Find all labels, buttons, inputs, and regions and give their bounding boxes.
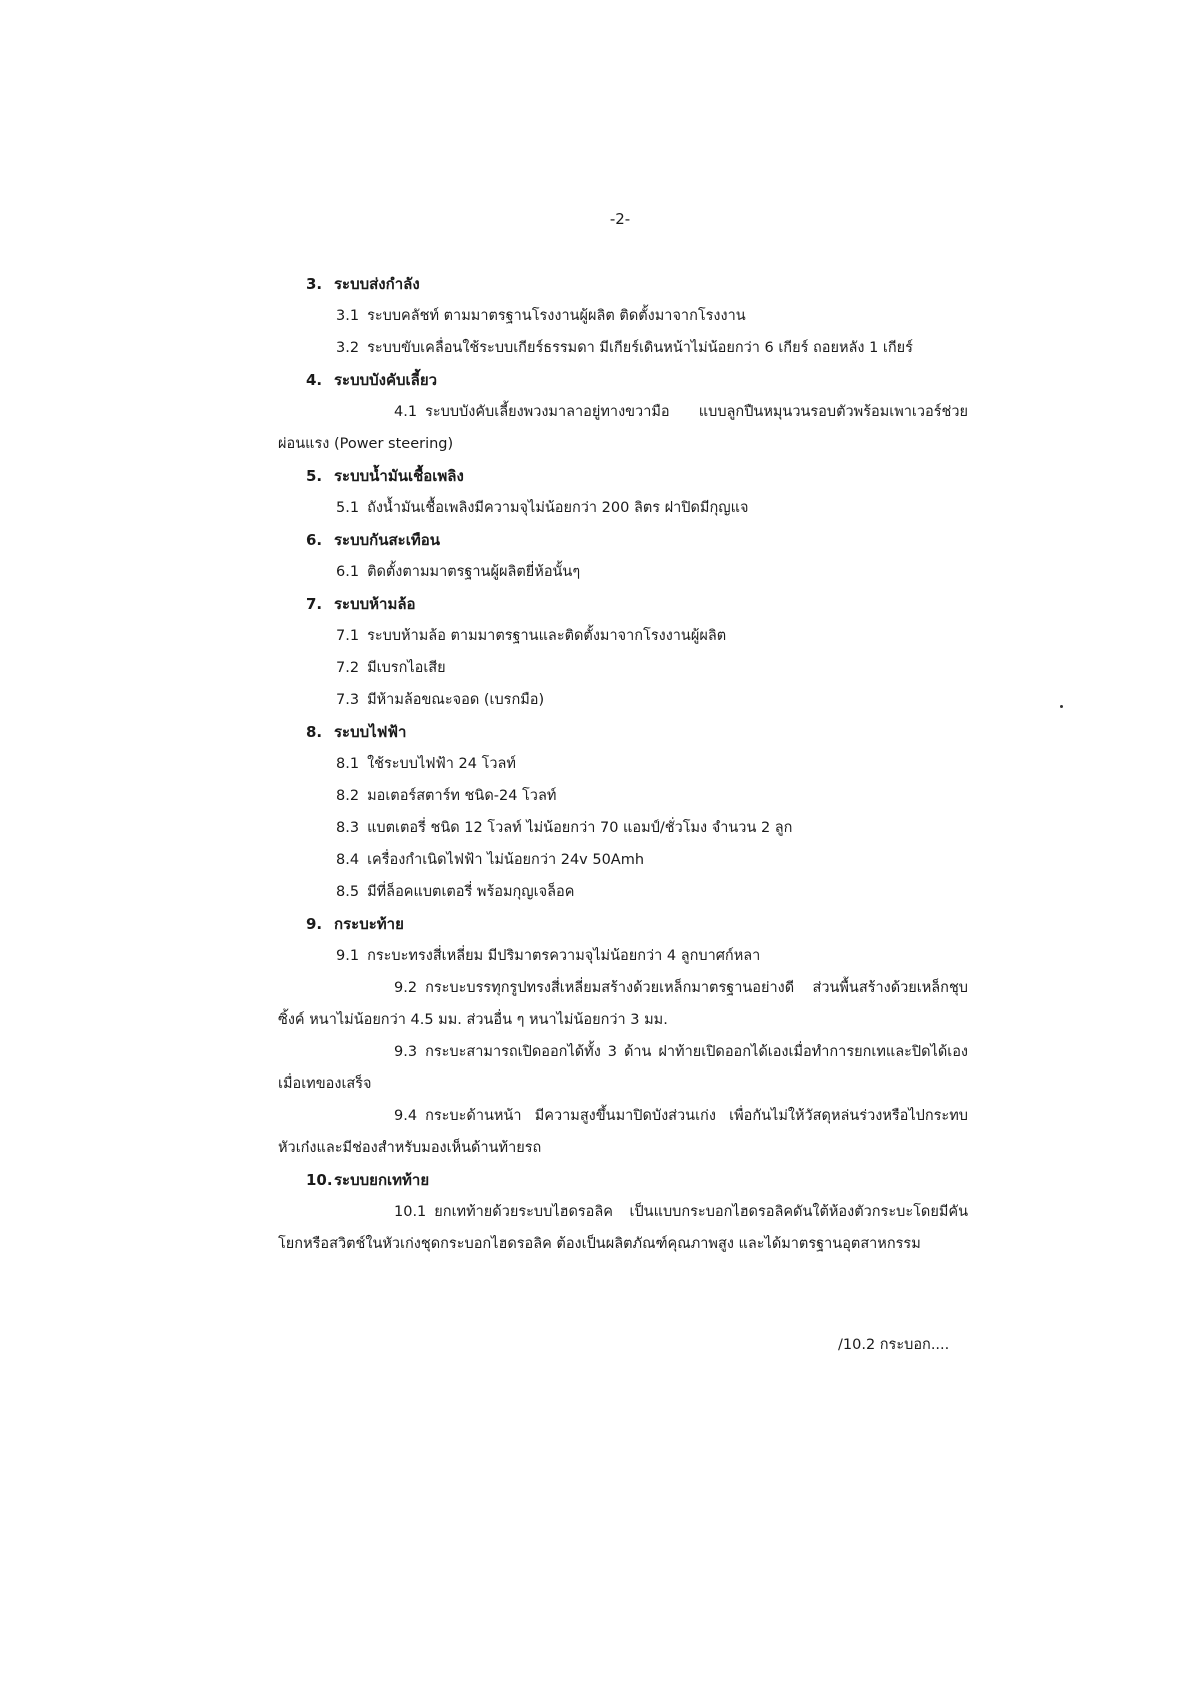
item-text: มีที่ล็อคแบตเตอรี่ พร้อมกุญเจล็อค	[367, 884, 575, 900]
list-item	[278, 652, 968, 684]
continuation-note: /10.2 กระบอก....	[838, 1337, 950, 1353]
item-text: ยกเทท้ายด้วยระบบไฮดรอลิค เป็นแบบกระบอกไฮดรอลิคดันใต้ห้องตัวกระบะโดยมีคันโยกหรือสวิตช์ในหัวเก่งชุดกระบอกไฮดรอลิค ต้องเป็นผลิตภัณฑ์คุณภาพสูง และได้มาตรฐานอุตสาหกรรม	[278, 1204, 968, 1252]
list-item	[278, 812, 968, 844]
item-text: มีห้ามล้อขณะจอด (เบรกมือ)	[367, 692, 545, 708]
item-text: กระบะทรงสี่เหลี่ยม มีปริมาตรความจุไม่น้อยกว่า 4 ลูกบาศก์หลา	[367, 948, 761, 964]
section-3	[278, 268, 968, 364]
list-item	[278, 492, 968, 524]
section-heading	[278, 460, 968, 492]
section-8	[278, 716, 968, 908]
item-text: ระบบขับเคลื่อนใช้ระบบเกียร์ธรรมดา มีเกียร์เดินหน้าไม่น้อยกว่า 6 เกียร์ ถอยหลัง 1 เกียร์	[367, 340, 913, 356]
section-title: ระบบส่งกำลัง	[334, 275, 420, 293]
item-number: 9.1	[336, 948, 360, 964]
section-number: 4.	[306, 371, 323, 389]
section-heading	[278, 908, 968, 940]
section-title: ระบบกันสะเทือน	[334, 531, 440, 549]
list-item	[278, 1196, 968, 1260]
item-text: ใช้ระบบไฟฟ้า 24 โวลท์	[367, 756, 516, 772]
section-title: ระบบบังคับเลี้ยว	[334, 371, 438, 389]
section-heading	[278, 268, 968, 300]
item-text: กระบะด้านหน้า มีความสูงขึ้นมาปิดบังส่วนเก่ง เพื่อกันไม่ให้วัสดุหล่นร่วงหรือไปกระทบหัวเก๋งและมีช่องสำหรับมองเห็นด้านท้ายรถ	[278, 1108, 968, 1156]
section-number: 8.	[306, 723, 323, 741]
section-number: 3.	[306, 275, 323, 293]
item-number: 7.3	[336, 692, 360, 708]
section-heading	[278, 1164, 968, 1196]
section-4	[278, 364, 968, 460]
item-number: 8.1	[336, 756, 360, 772]
list-item	[278, 876, 968, 908]
item-text: ถังน้ำมันเชื้อเพลิงมีความจุไม่น้อยกว่า 200 ลิตร ฝาปิดมีกุญแจ	[367, 500, 749, 516]
document-body	[278, 268, 968, 1260]
list-item	[278, 620, 968, 652]
item-number: 6.1	[336, 564, 360, 580]
item-number: 8.5	[336, 884, 360, 900]
section-title: กระบะท้าย	[334, 915, 404, 933]
item-number: 8.4	[336, 852, 360, 868]
item-number: 9.4	[394, 1108, 418, 1124]
section-number: 5.	[306, 467, 323, 485]
section-title: ระบบห้ามล้อ	[334, 595, 416, 613]
section-heading	[278, 716, 968, 748]
list-item	[278, 844, 968, 876]
list-item	[278, 300, 968, 332]
list-item	[278, 396, 968, 460]
section-number: 9.	[306, 915, 323, 933]
section-10	[278, 1164, 968, 1260]
section-7	[278, 588, 968, 716]
section-5	[278, 460, 968, 524]
section-heading	[278, 364, 968, 396]
section-heading	[278, 524, 968, 556]
item-number: 9.2	[394, 980, 418, 996]
item-text: มอเตอร์สตาร์ท ชนิด-24 โวลท์	[367, 788, 557, 804]
item-text: ระบบห้ามล้อ ตามมาตรฐานและติดตั้งมาจากโรงงานผู้ผลิต	[367, 628, 727, 644]
page-number: -2-	[609, 210, 631, 228]
list-item	[278, 940, 968, 972]
list-item	[278, 780, 968, 812]
item-text: แบตเตอรี่ ชนิด 12 โวลท์ ไม่น้อยกว่า 70 แอมป์/ชั่วโมง จำนวน 2 ลูก	[367, 820, 793, 836]
section-number: 7.	[306, 595, 323, 613]
list-item	[278, 748, 968, 780]
section-number: 10.	[306, 1171, 333, 1189]
section-number: 6.	[306, 531, 323, 549]
item-number: 3.1	[336, 308, 360, 324]
item-text: ติดตั้งตามมาตรฐานผู้ผลิตยี่ห้อนั้นๆ	[367, 564, 581, 580]
list-item	[278, 332, 968, 364]
list-item	[278, 684, 968, 716]
item-text: กระบะบรรทุกรูปทรงสี่เหลี่ยมสร้างด้วยเหล็กมาตรฐานอย่างดี ส่วนพื้นสร้างด้วยเหล็กชุบซิ้งค์ หนาไม่น้อยกว่า 4.5 มม. ส่วนอื่น ๆ หนาไม่น้อยกว่า 3 มม.	[278, 980, 968, 1028]
scan-speck	[1060, 705, 1063, 708]
item-text: เครื่องกำเนิดไฟฟ้า ไม่น้อยกว่า 24v 50Amh	[367, 852, 645, 868]
item-number: 8.2	[336, 788, 360, 804]
item-number: 10.1	[394, 1204, 427, 1220]
section-title: ระบบน้ำมันเชื้อเพลิง	[334, 467, 464, 485]
section-6	[278, 524, 968, 588]
item-number: 4.1	[394, 404, 418, 420]
item-text: มีเบรกไอเสีย	[367, 660, 446, 676]
section-title: ระบบไฟฟ้า	[334, 723, 407, 741]
item-number: 3.2	[336, 340, 360, 356]
item-number: 7.2	[336, 660, 360, 676]
item-number: 5.1	[336, 500, 360, 516]
item-number: 7.1	[336, 628, 360, 644]
item-text: กระบะสามารถเปิดออกได้ทั้ง 3 ด้าน ฝาท้ายเปิดออกได้เองเมื่อทำการยกเทและปิดได้เองเมื่อเทของเสร็จ	[278, 1044, 968, 1092]
section-heading	[278, 588, 968, 620]
list-item	[278, 1100, 968, 1164]
item-text: ระบบคลัชท์ ตามมาตรฐานโรงงานผู้ผลิต ติดตั้งมาจากโรงงาน	[367, 308, 746, 324]
item-number: 8.3	[336, 820, 360, 836]
list-item	[278, 1036, 968, 1100]
section-title: ระบบยกเทท้าย	[334, 1171, 430, 1189]
item-number: 9.3	[394, 1044, 418, 1060]
item-text: ระบบบังคับเลี้ยงพวงมาลาอยู่ทางขวามือ แบบลูกปืนหมุนวนรอบตัวพร้อมเพาเวอร์ช่วยผ่อนแรง (Power steering)	[278, 404, 968, 452]
section-9	[278, 908, 968, 1164]
list-item	[278, 972, 968, 1036]
list-item	[278, 556, 968, 588]
